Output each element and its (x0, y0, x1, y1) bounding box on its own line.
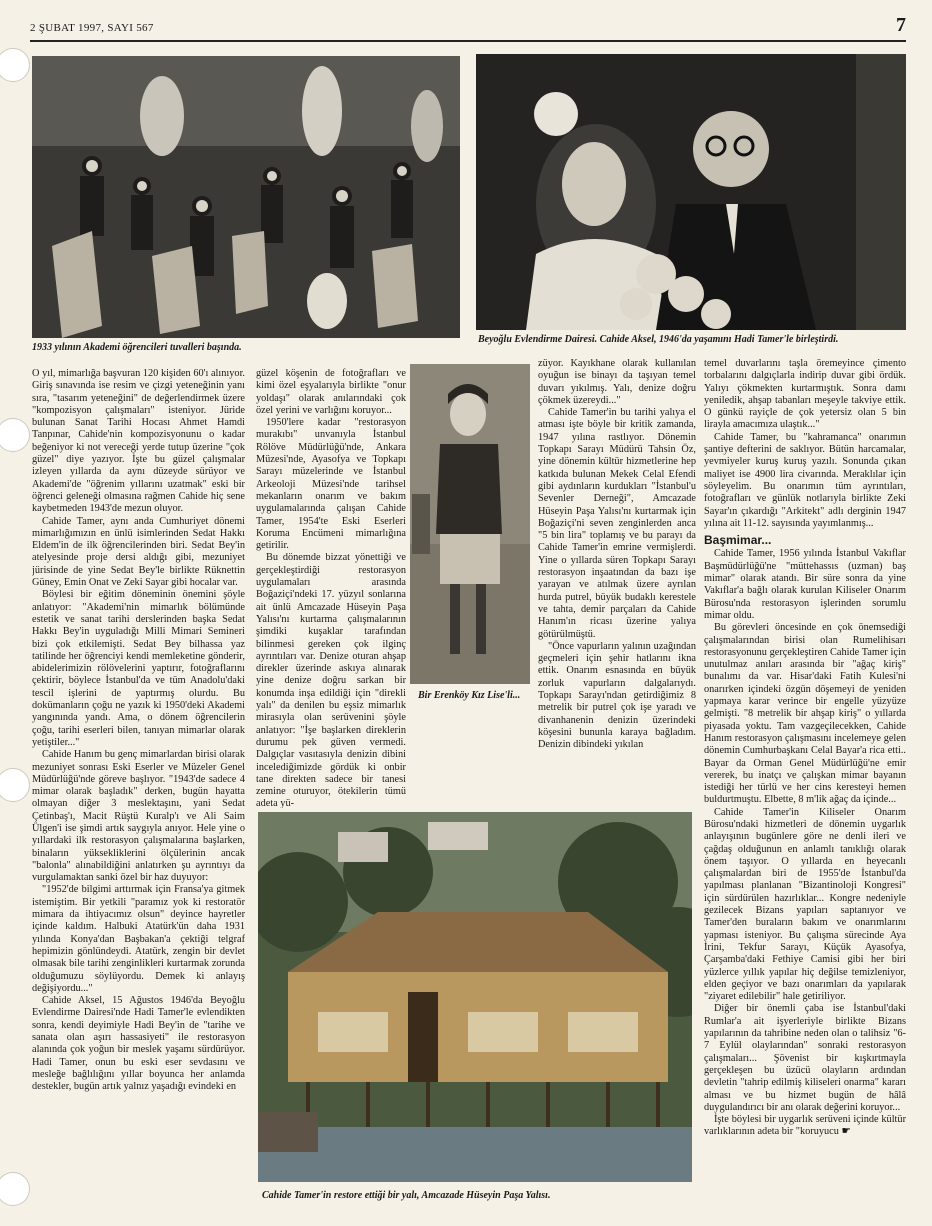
girl-photo-caption: Bir Erenköy Kız Lise'li... (418, 690, 521, 701)
paragraph: 1950'lere kadar "restorasyon murakıbı" unvanıyla İstanbul Rölöve Müdürlüğü'nde, Ankara Müzesi'nde, Ayasofya ve Topkapı Sarayı müzelerinde ve İstanbul Arkeoloji Müzesi'nde tarihsel mekanların onarım ve bakım uygulamalarında çalışan Cahide Tamer, 1954'te Eski Eserleri Koruma Encümeni mimarlığına getirilir. (256, 417, 406, 552)
paragraph: İşte böylesi bir uygarlık serüveni içinde kültür varlıklarının adeta bir "koruyucu ☛ (704, 1114, 906, 1138)
paragraph: güzel köşenin de fotoğrafları ve kimi özel eşyalarıyla birlikte "onur yoldaşı" olarak anılarındaki çok özel yerini ve varlığını koruyor... (256, 368, 406, 416)
paragraph: Cahide Tamer, 1956 yılında İstanbul Vakıflar Başmüdürlüğü'ne "müttehassıs (uzman) baş mimar" olarak atandı. Bir süre sonra da yine Vakıflar'a bağlı olarak kurulan Kiliseler Onarım Bürosu'nda restorasyon işlerinden sorumlu mimar oldu. (704, 548, 906, 621)
paragraph: Bu dönemde bizzat yönettiği ve gerçekleştirdiği restorasyon uygulamaları arasında Boğaziçi'ndeki 17. yüzyıl sonlarına ait ünlü Amcazade Hüseyin Paşa Yalısı'nı kurtarma çalışmalarının şimdiki kuşaklar tarafından bilinmesi gereken çok ilginç ayrıntıları var. Denize oturan ahşap direkler üzerinde askıya alınarak yine denize doğru sarkan bir konumda inşa edildiği için "direkli yalı" da denilen bu eşsiz mimarlık mirasıyla olan serüvenini şöyle anlatıyor: "İşe başlarken direklerin durumu pek güven vermedi. Dalgıçlar vasıtasıyla denizin dibini incelediğimizde gördük ki onbir tane direkten sadece bir tanesi zemine oturuyor, ötekilerin tümü adeta yü- (256, 552, 406, 808)
yali-photo-caption: Cahide Tamer'in restore ettiği bir yalı, Amcazade Hüseyin Paşa Yalısı. (262, 1190, 551, 1201)
page-header (30, 12, 906, 42)
paragraph: Cahide Tamer, bu "kahramanca" onarımın şantiye defterini de saklıyor. Bütün harcamalar, yevmiyeler kuruş kuruş yazılı. Sonunda çıkan maliyet ise 4900 lira civarında. Meraklılar için söyleyelim. Bu onarımın tüm ayrıntıları, fotoğrafları ve günlük notlarıyla birlikte Zeki Sayar'ın çıkardığı "Arkitekt" adlı derginin 1947 yılına ait 11-12. sayısında yayımlanmış... (704, 431, 906, 529)
article-column-2 (256, 368, 406, 808)
wedding-photo-caption: Beyoğlu Evlendirme Dairesi. Cahide Aksel, 1946'da yaşamını Hadi Tamer'le birleştirdi. (478, 334, 839, 345)
paragraph: "1952'de bilgimi arttırmak için Fransa'ya gitmek istemiştim. Bir yetkili "paramız yok ki restoratör mimara da ihtiyacımız olsun" deyince hayretler içinde kaldım. Halbuki Atatürk'ün daha 1931 yılında Konya'dan Başbakan'a çektiği telgraf hepimizin gönlündeydi. Atatürk, zengin bir devlet olmasak bile tarihi zenginlikleri kurtarmak zorunda olduğumuzu söylüyordu. Demek ki anlayış değişiyordu..." (32, 884, 245, 994)
academy-students-photo (32, 56, 460, 338)
paragraph: temel duvarlarını taşla öremeyince çimento torbalarını dalgıçlarla indirip duvar gibi ördük. Yalıyı çökmekten kurtarmıştık. Sonra damı yeniledik, ahşap tabanları meşeyle takviye ettik. O günkü rayiçle de çok yetersiz olan 5 bin lirayla amacımıza ulaştık..." (704, 358, 906, 431)
article-column-4 (704, 358, 906, 1218)
amcazade-yali-photo (258, 812, 692, 1182)
paragraph: Cahide Aksel, 15 Ağustos 1946'da Beyoğlu Evlendirme Dairesi'nde Hadi Tamer'le evlendikten sonra, kendi deyimiyle Hadi Bey'in de "tarihe ve sanata olan aşırı hassasiyeti" ile restorasyon alanında çok yoğun bir meslek yaşamı sürdürüyor. Hadi Tamer, onun bu eski eser sevdasını ve mesleğe bağlılığını yıllar boyunca her anlamda destekler, bugün artık yalnız yaşadığı evindeki en (32, 995, 245, 1093)
erenkoy-girl-photo (410, 364, 530, 684)
paragraph: Cahide Tamer'in bu tarihi yalıya el atması işte böyle bir kritik zamanda, 1947 yılına rastlıyor. Dönemin Topkapı Sarayı Müdürü Tahsin Öz, yine dönemin kültür hizmetlerine hep katkıda bulunan Mekek Celal Efendi gibi aydınların kurdukları "İstanbul'u Sevenler Derneği", Amcazade Hüseyin Paşa Yalısı'nı kurtarmak için Boğaziçi'ni seven zenginlerden anca "5 bin lira" toplamış ve bu parayı da Cahide Tamer'in emrine vermişlerdi. Yine o yıllarda süren Topkapı Sarayı restorasyon inşaatından da bazı işe yarayan ve atılmak üzere ayrılan hurda putrel, büyük budaklı kerestele ve tahta, demir parçaları da Cahide Hanım'ın ricası üzerine yalıya götürülmüştü. (538, 407, 696, 640)
issue-date: 2 ŞUBAT 1997, SAYI 567 (30, 22, 154, 34)
binder-hole (0, 48, 30, 82)
paragraph: Bu görevleri öncesinde en çok önemsediği çalışmalarından birisi olan Rumelihisarı restorasyonunu gerçekleştiren Cahide Tamer için unutulmaz anıları arasında bir "ağaç kiriş" bunalımı da var. Hisar'daki Fatih Kulesi'ni onarırken içindeki özgün döşemeyi de yeniden yapmaya karar verince bir engelle yüzyüze gelmişti. "8 metrelik bir ahşap kiriş" o yıllarda piyasada yoktu. Tam vazgeçilecekken, Cahide Hanım restorasyon çalışmasını incelemeye gelen dönemin Cumhurbaşkanı Celal Bayar'a rica etti.. Bayar da Orman Genel Müdürlüğü'ne emir vererek, bu inatçı ve çalışkan mimar bayanın istediği her türlü ve her cins keresteyi hemen buldurtmuştu. Elbette, 8 m'lik ağaç da içinde... (704, 622, 906, 806)
section-heading: Başmimar... (704, 533, 772, 548)
paragraph: O yıl, mimarlığa başvuran 120 kişiden 60'ı alınıyor. Giriş sınavında ise resim ve çizgi yeteneğinin yanı sıra, "tasarım yeteneğini" de değerlendirmek üzere "kompozisyon çalışmaları" isteniyor. Jüride bulunan Sanat Tarihi Hocası Ahmet Hamdi Tanpınar, Cahide'nin kompozisyonunu o kadar beğeniyor ki not vereceği yerde tutup üzerine "çok güzel" diye yazıyor. İşte bu güzel çalışmalar izleyen yıllarda da aynı düzeyde sürüyor ve Akademi'de "öğrenim yıllarını uzatmak" eski bir öğrenci geleneği olmasına rağmen Cahide hiç sene kaybetmeden 1943'de mezun oluyor. (32, 368, 245, 515)
article-column-3 (538, 358, 696, 808)
paragraph: Cahide Tamer, aynı anda Cumhuriyet dönemi mimarlığımızın en ünlü isimlerinden Sedat Hakkı Eldem'in de ilk öğrencilerinden biri. Sedat Bey'in atelyesinde proje dersi aldığı gibi, mezuniyet jürisinde de yine Sedat Bey'le birlikte Rüknettin Güney, Emin Onat ve Zeki Sayar gibi hocalar var. (32, 515, 245, 589)
binder-hole (0, 768, 30, 802)
paragraph: züyor. Kayıkhane olarak kullanılan oyuğun ise binayı da taşıyan temel duvarı yıkılmış. Yalı, denize doğru çökmek üzereydi..." (538, 358, 696, 406)
paragraph: Cahide Tamer'in Kiliseler Onarım Bürosu'ndaki hizmetleri de dönemin uygarlık anlayışının bugünlere göre ne denli ileri ve çağdaş olduğunun en anlamlı tanıklığı olarak önem taşıyor. O yıllarda en heyecanlı çalışmalardan biri de 1955'de İstanbul'da yapılması planlanan "Bizantinoloji Kongresi" için sürdürülen hazırlıklar... Kongre nedeniyle gezilecek Bizans yapıları saptanıyor ve Tamer'den buraların bakım ve onarımlarını yapması isteniyor. Bu çalışma sürecinde Aya İrini, Tekfur Sarayı, Küçük Ayasofya, Çarşamba'daki Fethiye Camisi gibi her biri yüzlerce yıllık yapılar hiç değilse temizleniyor, elden geçiyor ve bazı onarımları da yapılarak "ziyaret edilebilir" hale getiriliyor. (704, 806, 906, 1003)
wedding-photo (476, 54, 906, 330)
page-number: 7 (896, 14, 906, 36)
paragraph: "Önce vapurların yalının uzağından geçmeleri için şehir hatlarını ikna ettik. Onarım esnasında en büyük zorluk vapurların dalgalarıydı. Topkapı Sarayı'ndan getirdiğimiz 8 metrelik bir putrel çok işe yaradı ve divanhanenin denizin üzerindeki köşesini bununla karaya bağladım. Denizin dibindeki yıkılan (538, 640, 696, 751)
article-column-1 (32, 368, 245, 1218)
academy-photo-caption: 1933 yılının Akademi öğrencileri tuvalleri başında. (32, 342, 242, 353)
binder-hole (0, 418, 30, 452)
paragraph: Cahide Hanım bu genç mimarlardan birisi olarak mezuniyet sonrası Eski Eserler ve Müzeler Genel Müdürlüğü'nde göreve başlıyor. "1943'de sadece 4 mimar olarak başladık" derken, bugün hayatta olmayan diğer 3 meslektaşını, yani Sedat Çetinbaş'ı, Macit Rüştü Kuralp'ı ve Ali Saim Ülgen'i ise şimdi artık saygıyla anıyor. Hele yine o yıllardaki ilk restorasyon çalışmalarına başlarken, binaların yüksekliklerini ölçülerinin ancak "balonla" alınabildiğini anlatırken şu ayrıntıyı da vurgulamaktan sanki özel bir haz duyuyor: (32, 749, 245, 884)
paragraph: Böylesi bir eğitim döneminin önemini şöyle anlatıyor: "Akademi'nin mimarlık bölümünde estetik ve sanat tarihi derslerinden başka Sedat Hakkı Bey'in uyguladığı Milli Mimari Semineri bizi çok etkilemişti. Sedat Bey bilhassa yaz tatilinde her öğrenciyi kendi memleketine gönderir, abidelerimizin rölövelerini yaptırır, fotoğraflarını çektirir, böylece İstanbul'da ve tüm Anadolu'daki tescil işlerini de yaptırmış olurdu. Bu dokümanların çoğu ne yazık ki 1950'deki Akademi yangınında yandı. Ama, o dönem öğrencilerin çoğu, tarihi eserleri bilen, tanıyan mimarlar olarak yetiştiler..." (32, 589, 245, 748)
paragraph: Diğer bir önemli çaba ise İstanbul'daki Rumlar'a ait işyerleriyle birlikte Bizans yapılarının da tahribine neden olan o talihsiz "6-7 Eylül olaylarından" sonraki restorasyon çalışmaları... Şövenist bir kışkırtmayla gerçekleşen bu üzücü olayların ardından devletin "tahrip edilmiş kiliseleri onarma" kararı alması ve bu hizmet bugün de hâlâ duygulandırıcı bir anı olarak değerini koruyor... (704, 1003, 906, 1113)
binder-hole (0, 1172, 30, 1206)
